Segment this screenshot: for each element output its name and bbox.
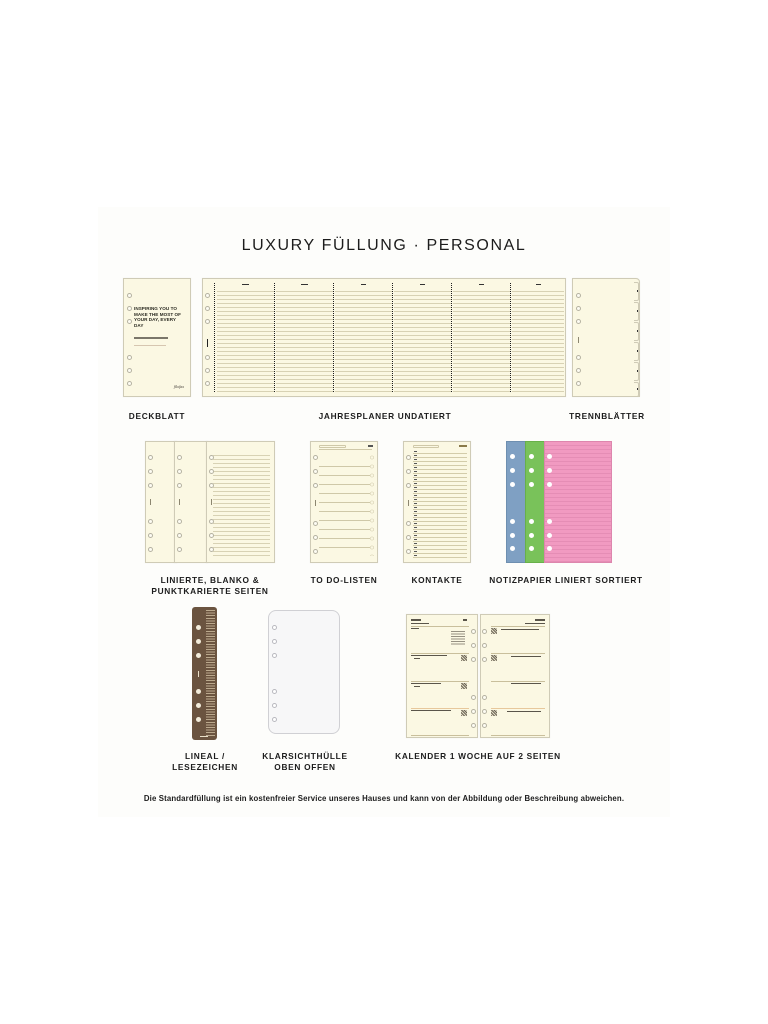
pink-notepaper [544,441,612,563]
ruler-scale [206,610,215,737]
ring-hole [209,455,214,460]
spine-mark [207,339,208,347]
kontakte-page-image [403,441,471,563]
disclaimer-footnote: Die Standardfüllung ist ein kostenfreier Service unseres Hauses und kann von der Abbildung oder Beschreibung abweichen. [143,794,625,803]
ruled-lines [213,452,270,558]
ring-hole [177,519,182,524]
jahresplaner-label: JAHRESPLANER UNDATIERT [318,411,452,421]
tab-number [637,310,638,312]
column-header [394,283,451,287]
ring-hole [209,483,214,488]
week-text [463,619,467,621]
ring-hole [510,546,515,551]
ring-hole [127,368,132,373]
jahresplaner-image [202,278,566,397]
column-header [453,283,510,287]
day-text [414,658,420,659]
notes-text [411,628,419,629]
notizpapier-image [506,441,612,563]
ring-hole [406,455,411,460]
day-rule [491,708,545,709]
todo-label: TO DO-LISTEN [310,575,378,585]
ring-hole [205,306,210,311]
ring-hole [272,639,277,644]
ring-hole [205,355,210,360]
ring-hole [148,547,153,552]
month-column [394,288,451,392]
ring-hole [482,657,487,662]
ring-hole [148,469,153,474]
ring-hole [529,533,534,538]
ring-hole [406,535,411,540]
title-field [413,445,439,448]
spine-mark [315,500,316,506]
ring-hole [471,629,476,634]
spine-mark [408,500,409,506]
tab-number [637,370,638,372]
ring-hole [576,381,581,386]
column-header [276,283,333,287]
blanko-page-image [145,441,177,563]
deckblatt-label: DECKBLATT [128,411,186,421]
ring-hole [177,533,182,538]
header-text [459,445,467,447]
green-notepaper [525,441,545,563]
ring-hole [510,468,515,473]
column-divider [214,283,215,392]
field-labels [414,451,417,556]
checkboxes [370,453,374,556]
ring-hole [547,482,552,487]
ring-hole [510,482,515,487]
month-column [217,288,274,392]
month-column [512,288,564,392]
seiten-label-line1: LINIERTE, BLANKO & [160,575,260,585]
ring-hole [177,483,182,488]
ring-hole [547,519,552,524]
spine-mark [578,337,579,343]
header-rule [491,626,545,627]
ring-hole [482,629,487,634]
column-divider [274,283,275,392]
ring-hole [272,717,277,722]
ring-hole [576,319,581,324]
subheader-text [411,623,429,624]
mini-calendar [451,631,465,645]
punktkariert-page-image [174,441,208,563]
ring-hole [482,709,487,714]
trennblaetter-image [572,278,640,397]
column-divider [451,283,452,392]
lineal-label [165,751,245,773]
ring-hole [177,455,182,460]
title-field [319,445,346,448]
cover-rule [134,345,166,346]
day-text [511,656,541,657]
seiten-label [125,575,295,597]
ring-hole [313,535,318,540]
day-text [411,683,441,684]
month-text [535,619,545,621]
ring-hole [127,293,132,298]
day-text [411,655,447,656]
ring-hole [547,546,552,551]
ring-hole [313,483,318,488]
ring-hole [148,533,153,538]
day-rule [411,681,469,682]
day-rule [491,681,545,682]
lineal-image [192,607,217,740]
ring-hole [547,468,552,473]
contact-lines [413,450,467,558]
kalender-label: KALENDER 1 WOCHE AUF 2 SEITEN [395,751,561,761]
ring-hole [196,639,201,644]
ring-hole [196,703,201,708]
ring-hole [510,519,515,524]
lineal-label-line2: LESEZEICHEN [172,762,238,772]
brand-logo: filofax [173,384,184,389]
ring-hole [313,521,318,526]
tab-number [637,290,638,292]
ring-hole [177,469,182,474]
day-rule [491,735,545,736]
ring-hole [196,653,201,658]
ring-hole [148,455,153,460]
ring-hole [529,454,534,459]
todo-lines [319,458,370,556]
cover-subtext [134,337,168,339]
ring-hole [209,547,214,552]
tab-number [637,350,638,352]
day-text [411,710,451,711]
ring-hole [272,703,277,708]
ring-hole [196,717,201,722]
month-column [453,288,510,392]
kalender-right-page [480,614,550,738]
ring-hole [529,519,534,524]
tab-number [637,388,638,390]
column-divider [510,283,511,392]
column-divider [333,283,334,392]
kontakte-label: KONTAKTE [411,575,463,585]
qr-icon [461,683,467,689]
ring-hole [272,689,277,694]
ring-hole [272,625,277,630]
ring-hole [406,549,411,554]
klarsichthuelle-label-line1: KLARSICHTHÜLLE [262,751,348,761]
deckblatt-image [123,278,191,397]
month-column [335,288,392,392]
ring-hole [529,482,534,487]
column-divider [392,283,393,392]
klarsichthuelle-label-line2: OBEN OFFEN [274,762,336,772]
kalender-left-page [406,614,478,738]
ring-hole [127,355,132,360]
ring-hole [313,469,318,474]
blue-notepaper [506,441,526,563]
ring-hole [471,709,476,714]
ring-hole [209,533,214,538]
qr-icon [491,655,497,661]
cover-slogan: INSPIRING YOU TO MAKE THE MOST OF YOUR DAY, EVERY DAY [134,306,181,328]
day-text [414,686,420,687]
day-rule [411,653,469,654]
tab-number [637,330,638,332]
day-rule [411,708,469,709]
ring-hole [576,355,581,360]
ring-hole [148,519,153,524]
page-title: LUXURY FÜLLUNG · PERSONAL [241,237,527,254]
ring-hole [529,546,534,551]
brand-mark [200,736,208,737]
header-rule [411,626,469,627]
qr-icon [491,710,497,716]
ring-hole [127,319,132,324]
ring-hole [272,653,277,658]
ring-hole [127,306,132,311]
ring-hole [205,319,210,324]
qr-icon [461,710,467,716]
ring-hole [177,547,182,552]
ring-hole [510,533,515,538]
liniert-page-image [206,441,275,563]
ring-hole [196,625,201,630]
day-text [501,629,539,630]
ring-hole [127,381,132,386]
ring-hole [576,306,581,311]
header-rule [319,449,372,450]
ring-hole [471,643,476,648]
ring-hole [471,723,476,728]
ring-hole [547,533,552,538]
lineal-label-line1: LINEAL / [184,751,226,761]
ring-hole [148,483,153,488]
month-text [411,619,421,621]
klarsichthuelle-image [268,610,340,734]
ring-hole [406,521,411,526]
month-column [276,288,333,392]
brand-mark [198,671,199,677]
ring-hole [576,293,581,298]
column-header [335,283,392,287]
ring-hole [196,689,201,694]
header-text [368,445,373,447]
day-rule [411,735,469,736]
ring-hole [482,643,487,648]
ring-hole [471,657,476,662]
todo-page-image [310,441,378,563]
spine-mark [179,499,180,505]
ring-hole [205,381,210,386]
ring-hole [209,469,214,474]
ring-hole [547,454,552,459]
spine-mark [211,499,212,505]
ring-hole [510,454,515,459]
qr-icon [491,628,497,634]
notizpapier-label: NOTIZPAPIER LINIERT SORTIERT [489,575,643,585]
ring-hole [205,293,210,298]
column-header [512,283,564,287]
ring-hole [406,469,411,474]
seiten-label-line2: PUNKTKARIERTE SEITEN [151,586,269,596]
ring-hole [482,695,487,700]
ring-hole [576,368,581,373]
ring-hole [313,549,318,554]
spine-mark [150,499,151,505]
day-text [507,711,541,712]
ring-hole [482,723,487,728]
subheader-text [525,623,545,624]
qr-icon [461,655,467,661]
klarsichthuelle-label [250,751,360,773]
ring-hole [406,483,411,488]
ring-hole [529,468,534,473]
ring-hole [313,455,318,460]
day-rule [491,653,545,654]
column-header [217,283,274,287]
day-text [511,683,541,684]
ring-hole [471,695,476,700]
trennblaetter-label: TRENNBLÄTTER [569,411,645,421]
ring-hole [209,519,214,524]
ring-hole [205,368,210,373]
